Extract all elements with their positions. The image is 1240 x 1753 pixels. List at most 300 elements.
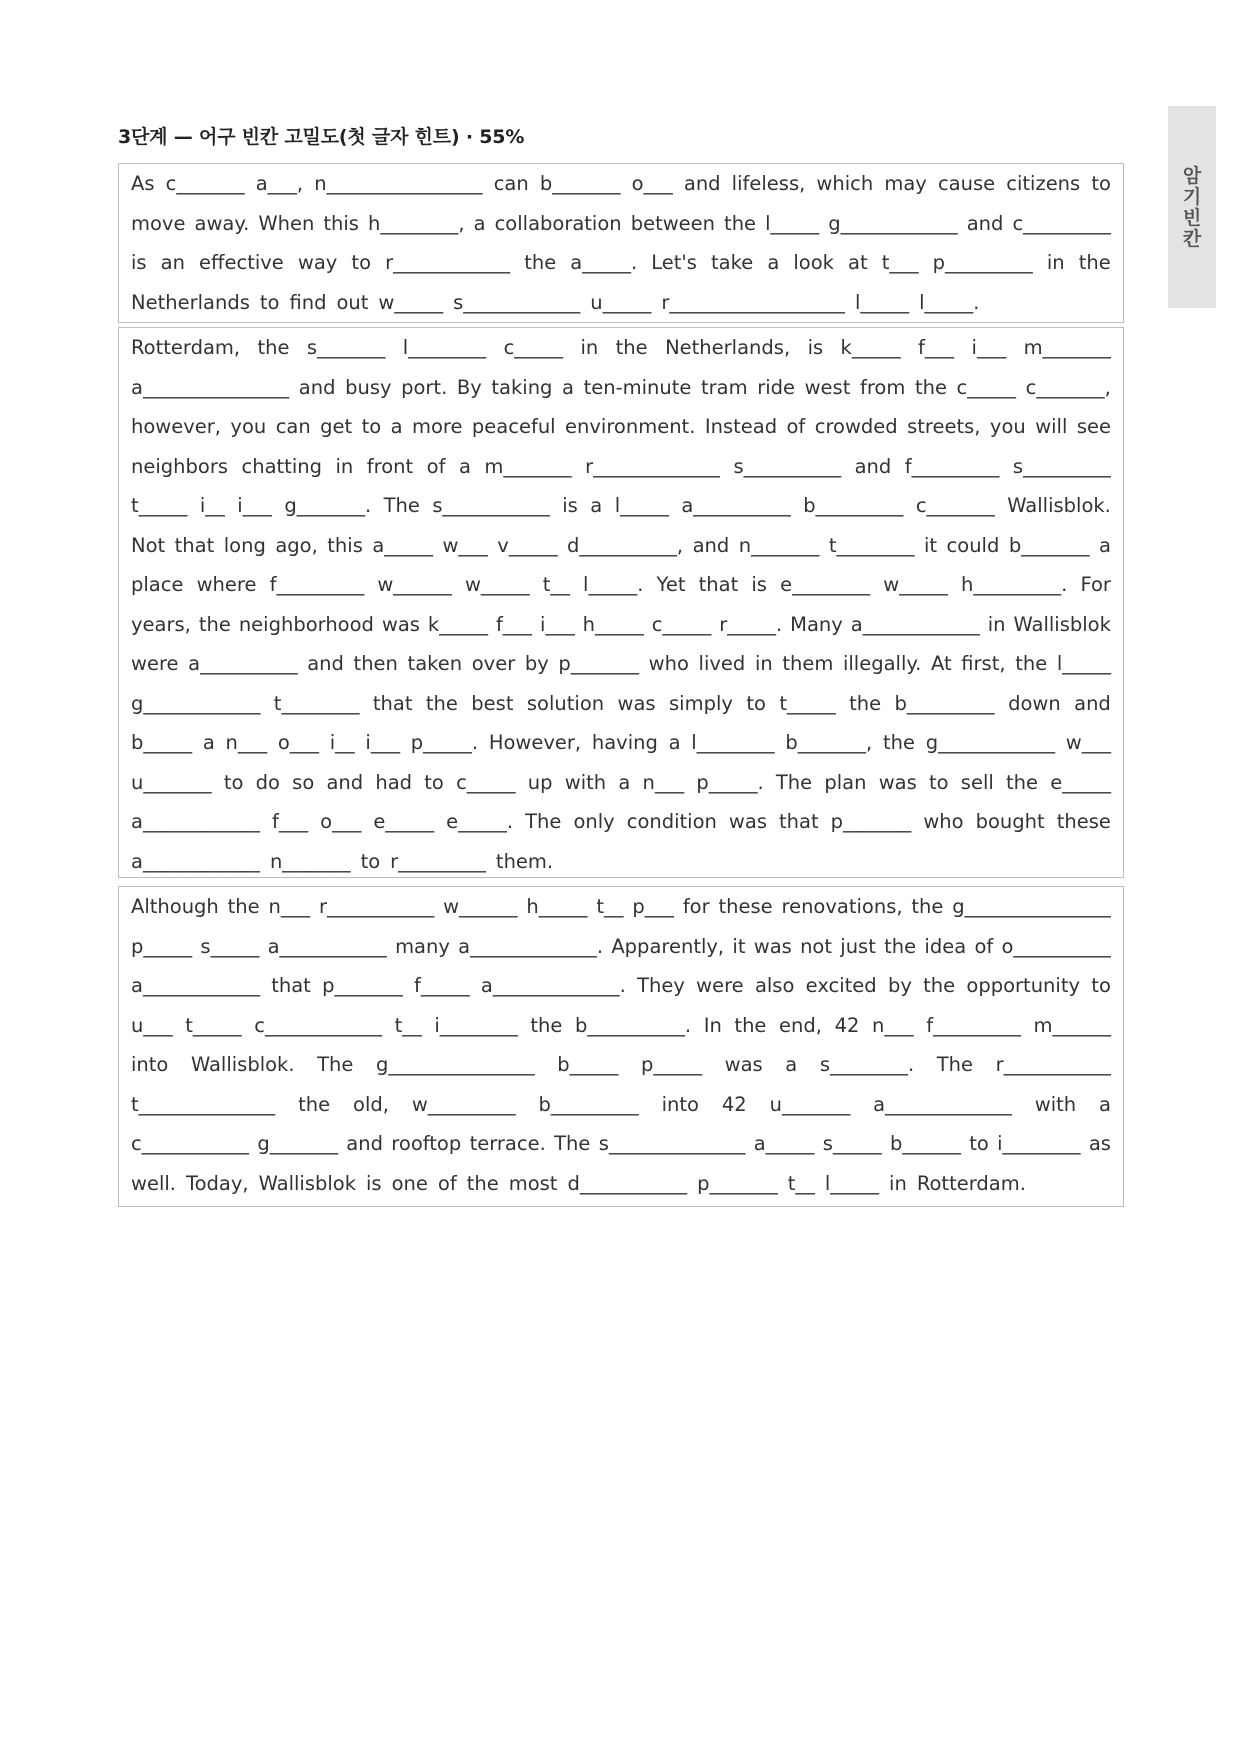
word: having [591, 731, 658, 755]
word: place [131, 573, 184, 597]
word: and [307, 652, 344, 676]
text-line [131, 1045, 1111, 1085]
word: h_____ [526, 895, 588, 919]
word: Netherlands, [665, 336, 791, 360]
word: the [198, 612, 231, 636]
word: s________. [819, 1053, 915, 1077]
word: c_______ [915, 494, 995, 518]
word: get [320, 415, 353, 439]
word: to [361, 415, 382, 439]
word: l_____ [765, 211, 820, 235]
word: was [617, 691, 656, 715]
word: of [786, 415, 806, 439]
word: an [160, 251, 185, 275]
word: w_________ [411, 1092, 516, 1116]
word: i__ [329, 731, 355, 755]
word: do [255, 770, 280, 794]
word: and [692, 533, 730, 557]
word: w_____ [378, 290, 444, 314]
word: and [326, 770, 364, 794]
word: illegally. [842, 652, 922, 676]
word: to [929, 770, 949, 794]
word: Not [131, 533, 166, 557]
word: g_______________ [376, 1053, 535, 1077]
word: take [711, 251, 754, 275]
word: b_______, [785, 731, 873, 755]
word: the [914, 375, 947, 399]
word: was [381, 612, 420, 636]
word: c_________ [1012, 211, 1111, 235]
word: Apparently, [611, 934, 725, 958]
word: one [391, 1171, 428, 1195]
word: in [987, 612, 1006, 636]
word: h_________. [961, 573, 1068, 597]
word: the [882, 731, 915, 755]
word: n___ [872, 1013, 914, 1037]
word: to [424, 770, 444, 794]
word: h________, [368, 211, 465, 235]
word: ten-minute [583, 375, 692, 399]
word: r___________ [995, 1053, 1111, 1077]
word: l________ [691, 731, 775, 755]
word: a_____. [570, 251, 638, 275]
word: l_____ [1056, 652, 1111, 676]
word: At [930, 652, 952, 676]
word: c_____ [651, 612, 712, 636]
word: chatting [241, 454, 322, 478]
word: t_____ [185, 1013, 242, 1037]
word: f_________ [904, 454, 1000, 478]
word: w_____ [883, 573, 948, 597]
word: is [562, 494, 578, 518]
word: Let's [651, 251, 697, 275]
word: o__________ [1001, 934, 1111, 958]
word: b_________ [538, 1092, 639, 1116]
word: r___________ [318, 895, 435, 919]
word: Wallisblok [258, 1171, 357, 1195]
word: by [887, 974, 912, 998]
word: o___ [277, 731, 320, 755]
word: away. [194, 211, 250, 235]
word: b_________ [894, 691, 995, 715]
word: to [360, 849, 381, 873]
word: to [223, 770, 244, 794]
word: s___________ [432, 494, 550, 518]
word: u_______ [769, 1092, 851, 1116]
word: the [425, 691, 458, 715]
word: renovations, [781, 895, 903, 919]
word: t_____ [779, 691, 836, 715]
word: a [473, 211, 486, 235]
word: only [573, 810, 615, 834]
word: however, [131, 415, 221, 439]
word: a__________ [188, 652, 298, 676]
word: b_______ [1008, 533, 1090, 557]
word: sell [960, 770, 994, 794]
word: well. [131, 1171, 176, 1195]
word: port. [401, 375, 448, 399]
word: the [298, 1092, 331, 1116]
word: is [366, 1171, 382, 1195]
word: end, [779, 1013, 822, 1037]
word: was [728, 810, 767, 834]
word: the [466, 1171, 499, 1195]
word: f___ [271, 810, 309, 834]
word: In [703, 1013, 722, 1037]
word: the [724, 211, 757, 235]
word: is [751, 573, 767, 597]
text-line [131, 565, 1111, 605]
word: with [564, 770, 607, 794]
word: peaceful [471, 415, 556, 439]
word: c___________ [131, 1132, 249, 1156]
word: a [590, 494, 603, 518]
word: s_______ [306, 336, 386, 360]
word: a [1098, 533, 1111, 557]
word: k_____ [427, 612, 488, 636]
word: this [323, 211, 359, 235]
word: simply [669, 691, 733, 715]
word: ride [757, 375, 795, 399]
text-line [131, 802, 1111, 842]
word: Many [790, 612, 843, 636]
word: i___ [365, 731, 401, 755]
word: m_______ [484, 454, 572, 478]
word: of [426, 454, 446, 478]
side-tab-char: 암 [1182, 165, 1202, 187]
word: c_______, [1025, 375, 1111, 399]
word: just [840, 934, 876, 958]
word: n________________ [314, 172, 483, 196]
word: best [471, 691, 514, 715]
word: environment. [565, 415, 696, 439]
word: can [493, 172, 529, 196]
word: excited [805, 974, 877, 998]
word: p_____ [131, 934, 193, 958]
word: in [335, 454, 354, 478]
word: opportunity [966, 974, 1081, 998]
word: were [131, 652, 179, 676]
word: i___ [237, 494, 272, 518]
word: t________ [273, 691, 360, 715]
word: a [390, 415, 403, 439]
word: p_______ [830, 810, 912, 834]
word: neighborhood [238, 612, 374, 636]
word: cause [937, 172, 996, 196]
word: then [353, 652, 398, 676]
word: a_____________. [458, 934, 604, 958]
word: s_________ [1012, 454, 1111, 478]
word: c____________ [254, 1013, 382, 1037]
word: way [297, 251, 338, 275]
word: the [524, 251, 557, 275]
word: and [683, 172, 721, 196]
text-line [131, 283, 1111, 323]
word: citizens [1006, 172, 1081, 196]
word: the [1078, 251, 1111, 275]
word: l_____. [919, 290, 980, 314]
word: a____________ [131, 849, 260, 873]
word: the [884, 934, 917, 958]
word: o___ [320, 810, 362, 834]
word: the [615, 336, 648, 360]
word: The [936, 1053, 974, 1077]
word: bought [975, 810, 1045, 834]
word: g_______. [284, 494, 372, 518]
word: e________ [780, 573, 871, 597]
word: c_____ [956, 375, 1017, 399]
text-line [131, 1085, 1111, 1125]
word: condition [626, 810, 717, 834]
word: was [878, 770, 917, 794]
word: They [637, 974, 685, 998]
word: a [202, 731, 215, 755]
text-line [131, 164, 1111, 204]
word: The [554, 1132, 591, 1156]
word: Yet [656, 573, 686, 597]
word: n___ [642, 770, 685, 794]
word: who [648, 652, 689, 676]
word: g____________ [131, 691, 261, 715]
word: a [458, 454, 471, 478]
word: idea [924, 934, 967, 958]
word: m_______ [1023, 336, 1111, 360]
text-line [131, 368, 1111, 408]
word: west [804, 375, 851, 399]
word: However, [488, 731, 582, 755]
word: s____________ [453, 290, 581, 314]
word: that [174, 533, 215, 557]
word: p_____ [640, 1053, 703, 1077]
paragraph-panel-3 [118, 886, 1124, 1207]
word: Rotterdam, [131, 336, 241, 360]
word: these [718, 895, 773, 919]
word: in [580, 336, 599, 360]
word: w___ [1065, 731, 1111, 755]
word: n___ [225, 731, 268, 755]
word: For [1080, 573, 1111, 597]
side-tab-char: 칸 [1182, 228, 1202, 250]
side-tab-char: 빈 [1182, 207, 1202, 229]
word: t__ [542, 573, 570, 597]
word: Wallisblok. [190, 1053, 295, 1077]
word: that [698, 573, 739, 597]
text-line [131, 1006, 1111, 1046]
word: not [800, 934, 833, 958]
word: i__ [199, 494, 225, 518]
word: l_____. [583, 573, 644, 597]
word: Netherlands [131, 290, 250, 314]
word: the [257, 336, 290, 360]
word: t__ [787, 1171, 815, 1195]
word: and [966, 211, 1004, 235]
word: neighbors [131, 454, 228, 478]
word: Wallisblok. [1007, 494, 1111, 518]
word: old, [353, 1092, 389, 1116]
word: w______ [377, 573, 452, 597]
word: i________ [997, 1132, 1081, 1156]
word: most [508, 1171, 558, 1195]
word: a [767, 251, 780, 275]
word: f___ [495, 612, 533, 636]
word: i___ [540, 612, 575, 636]
text-line [131, 887, 1111, 927]
word: to [351, 251, 371, 275]
word: a_____________. [480, 974, 626, 998]
text-line [131, 842, 1111, 882]
word: between [630, 211, 716, 235]
word: lifeless, [731, 172, 806, 196]
word: were [696, 974, 744, 998]
word: u___ [131, 1013, 173, 1037]
word: r_____________ [585, 454, 720, 478]
word: this [327, 533, 363, 557]
paragraph-panel-1 [118, 163, 1124, 323]
word: to [969, 1132, 989, 1156]
word: s______________ [598, 1132, 746, 1156]
word: crowded [814, 415, 898, 439]
word: can [275, 415, 311, 439]
word: them [782, 652, 834, 676]
word: t________ [828, 533, 915, 557]
text-line [131, 1164, 1111, 1204]
word: b_________ [803, 494, 904, 518]
word: rooftop [391, 1132, 462, 1156]
word: l________ [402, 336, 487, 360]
word: t______________ [131, 1092, 276, 1116]
word: these [1056, 810, 1111, 834]
word: out [336, 290, 369, 314]
page-heading: 3단계 — 어구 빈칸 고밀도(첫 글자 힌트) · 55% [118, 126, 525, 148]
word: is [807, 336, 824, 360]
word: up [527, 770, 553, 794]
word: look [793, 251, 834, 275]
word: When [258, 211, 315, 235]
word: and [298, 375, 336, 399]
word: r_________ [390, 849, 486, 873]
word: 42 [721, 1092, 747, 1116]
text-line [131, 407, 1111, 447]
word: The [383, 494, 420, 518]
word: b_____ [557, 1053, 619, 1077]
word: c_____ [456, 770, 516, 794]
text-line [131, 684, 1111, 724]
word: and [346, 1132, 383, 1156]
word: was [724, 1053, 763, 1077]
word: the [227, 895, 260, 919]
word: you [230, 415, 267, 439]
word: t__ [596, 895, 624, 919]
word: find [289, 290, 327, 314]
word: i___ [971, 336, 1007, 360]
word: s_____ [822, 1132, 882, 1156]
word: e_____. [446, 810, 514, 834]
word: the [1006, 770, 1039, 794]
word: as [1088, 1132, 1111, 1156]
word: terrace. [469, 1132, 546, 1156]
word: who [923, 810, 964, 834]
word: p_____. [410, 731, 479, 755]
word: The [525, 810, 562, 834]
word: was [753, 934, 792, 958]
word: As [131, 172, 155, 196]
word: d__________, [567, 533, 684, 557]
word: to [259, 290, 280, 314]
word: effective [199, 251, 284, 275]
word: Today, [185, 1171, 249, 1195]
word: v_____ [497, 533, 558, 557]
word: g_______________ [952, 895, 1111, 919]
word: e_____ [373, 810, 435, 834]
word: many [395, 934, 450, 958]
word: l_____ [614, 494, 669, 518]
word: g_______ [257, 1132, 338, 1156]
word: p_______ [697, 1171, 778, 1195]
word: the [530, 1013, 563, 1037]
word: a [785, 1053, 798, 1077]
word: f_________ [926, 1013, 1021, 1037]
word: see [1076, 415, 1111, 439]
word: by [524, 652, 549, 676]
word: s_____ [200, 934, 260, 958]
word: Wallisblok [1013, 612, 1111, 636]
word: so [292, 770, 315, 794]
word: n_______ [738, 533, 820, 557]
word: a [668, 731, 681, 755]
word: a_____ [372, 533, 434, 557]
word: the [911, 895, 944, 919]
word: n___ [268, 895, 311, 919]
text-line [131, 243, 1111, 283]
word: that [271, 974, 311, 998]
word: in [889, 1171, 907, 1195]
word: w______ [443, 895, 518, 919]
word: years, [131, 612, 191, 636]
word: u_______ [131, 770, 212, 794]
word: in [1046, 251, 1065, 275]
word: them. [495, 849, 554, 873]
word: into [131, 1053, 169, 1077]
word: s__________ [733, 454, 842, 478]
word: f___ [918, 336, 955, 360]
word: b_______ [539, 172, 621, 196]
word: p_________ [932, 251, 1033, 275]
word: a_____ [753, 1132, 815, 1156]
text-line [131, 526, 1111, 566]
word: it [923, 533, 938, 557]
word: collaboration [494, 211, 622, 235]
word: and [854, 454, 892, 478]
word: of [437, 1171, 457, 1195]
word: will [1035, 415, 1068, 439]
text-line [131, 204, 1111, 244]
word: a____________ [131, 974, 260, 998]
word: first, [961, 652, 1006, 676]
word: for [682, 895, 710, 919]
word: to [1091, 172, 1111, 196]
word: in [754, 652, 773, 676]
word: to [1091, 974, 1111, 998]
word: it [732, 934, 746, 958]
text-line [131, 966, 1111, 1006]
word: u_____ [590, 290, 652, 314]
word: p___ [632, 895, 674, 919]
word: a____________ [850, 612, 980, 636]
word: a__________ [681, 494, 791, 518]
side-tab-char: 기 [1182, 186, 1202, 208]
text-line [131, 644, 1111, 684]
text-line [131, 1124, 1111, 1164]
